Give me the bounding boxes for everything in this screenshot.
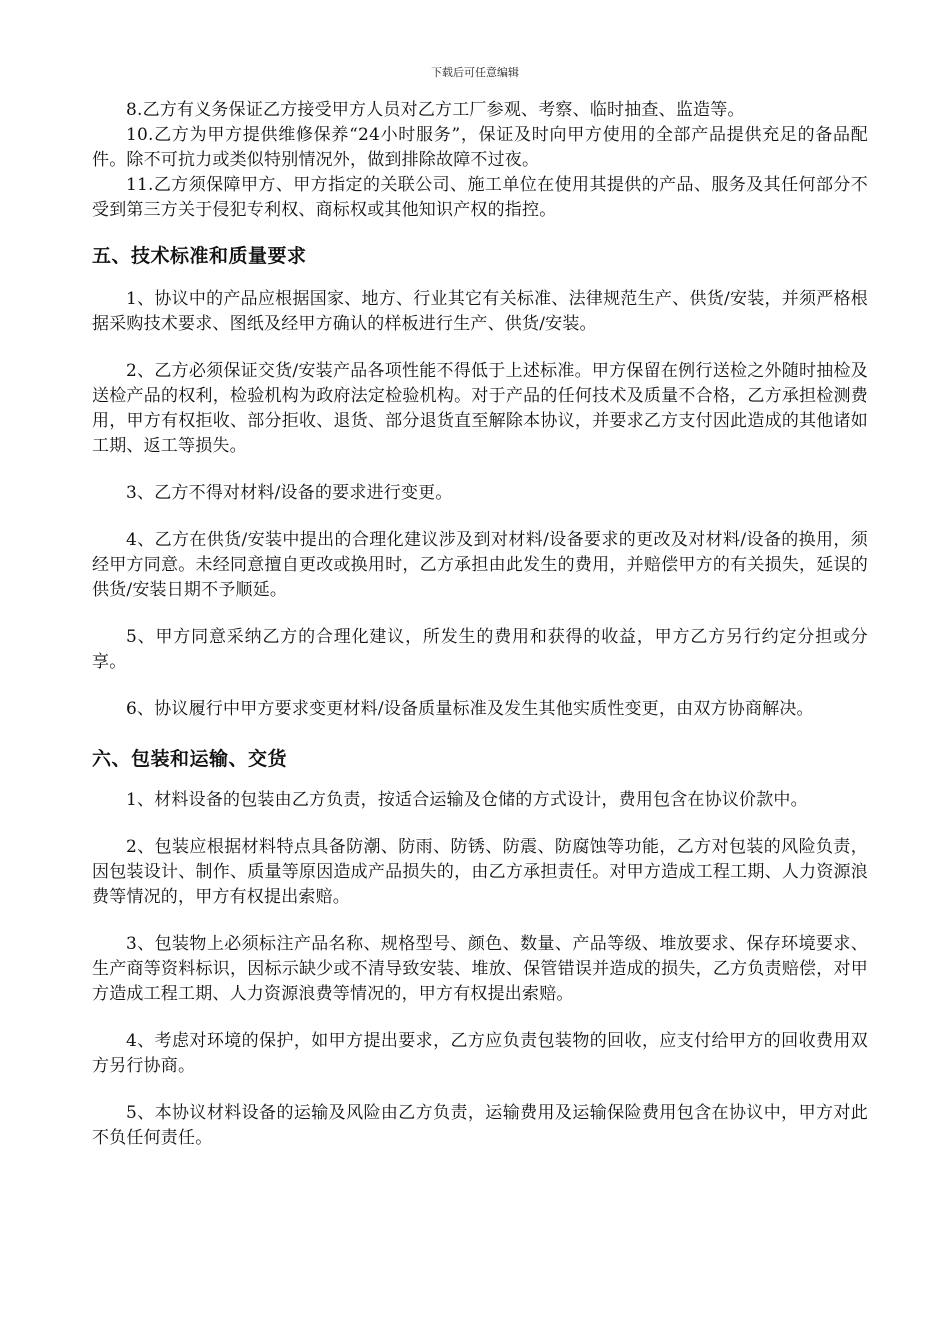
section-6-item-3: 3、包装物上必须标注产品名称、规格型号、颜色、数量、产品等级、堆放要求、保存环境要求、生产商等资料标识，因标示缺少或不清导致安装、堆放、保管错误并造成的损失，乙方负责赔偿，对甲方造成工程工期、人力资源浪费等情况的，甲方有权提出索赔。 bbox=[92, 934, 868, 1004]
section-6-item-1: 1、材料设备的包装由乙方负责，按适合运输及仓储的方式设计，费用包含在协议价款中。 bbox=[126, 790, 808, 810]
section-5-item-5: 5、甲方同意采纳乙方的合理化建议，所发生的费用和获得的收益，甲方乙方另行约定分担或分享。 bbox=[92, 627, 868, 672]
section-5-item-2: 2、乙方必须保证交货/安装产品各项性能不得低于上述标准。甲方保留在例行送检之外随时抽检及送检产品的权利，检验机构为政府法定检验机构。对于产品的任何技术及质量不合格，乙方承担检测费用，甲方有权拒收、部分拒收、退货、部分退货直至解除本协议，并要求乙方支付因此造成的其他诸如工期、返工等损失。 bbox=[92, 361, 868, 456]
clause-8: 8.乙方有义务保证乙方接受甲方人员对乙方工厂参观、考察、临时抽查、监造等。 bbox=[126, 100, 745, 120]
section-6-item-4: 4、考虑对环境的保护，如甲方提出要求，乙方应负责包装物的回收，应支付给甲方的回收费用双方另行协商。 bbox=[92, 1031, 868, 1076]
section-6-item-2: 2、包装应根据材料特点具备防潮、防雨、防锈、防震、防腐蚀等功能，乙方对包装的风险负责，因包装设计、制作、质量等原因造成产品损失的，由乙方承担责任。对甲方造成工程工期、人力资源浪费等情况的，甲方有权提出索赔。 bbox=[92, 837, 868, 907]
section-5-item-4: 4、乙方在供货/安装中提出的合理化建议涉及到对材料/设备要求的更改及对材料/设备的换用，须经甲方同意。未经同意擅自更改或换用时，乙方承担由此发生的费用，并赔偿甲方的有关损失，延误的供货/安装日期不予顺延。 bbox=[92, 530, 868, 600]
section-5-item-6: 6、协议履行中甲方要求变更材料/设备质量标准及发生其他实质性变更，由双方协商解决。 bbox=[126, 699, 814, 719]
section-5-item-3: 3、乙方不得对材料/设备的要求进行变更。 bbox=[126, 483, 453, 503]
section-5-title: 五、技术标准和质量要求 bbox=[92, 245, 307, 267]
header-note: 下载后可任意编辑 bbox=[431, 66, 519, 79]
section-6-title: 六、包装和运输、交货 bbox=[92, 748, 288, 770]
clause-11: 11.乙方须保障甲方、甲方指定的关联公司、施工单位在使用其提供的产品、服务及其任何部分不受到第三方关于侵犯专利权、商标权或其他知识产权的指控。 bbox=[92, 175, 868, 220]
document-body bbox=[92, 98, 868, 1151]
clause-10: 10.乙方为甲方提供维修保养“24小时服务”，保证及时向甲方使用的全部产品提供充足的备品配件。除不可抗力或类似特别情况外，做到排除故障不过夜。 bbox=[92, 125, 868, 170]
section-5-item-1: 1、协议中的产品应根据国家、地方、行业其它有关标准、法律规范生产、供货/安装，并须严格根据采购技术要求、图纸及经甲方确认的样板进行生产、供货/安装。 bbox=[92, 289, 868, 334]
section-6-item-5: 5、本协议材料设备的运输及风险由乙方负责，运输费用及运输保险费用包含在协议中，甲方对此不负任何责任。 bbox=[92, 1103, 868, 1148]
